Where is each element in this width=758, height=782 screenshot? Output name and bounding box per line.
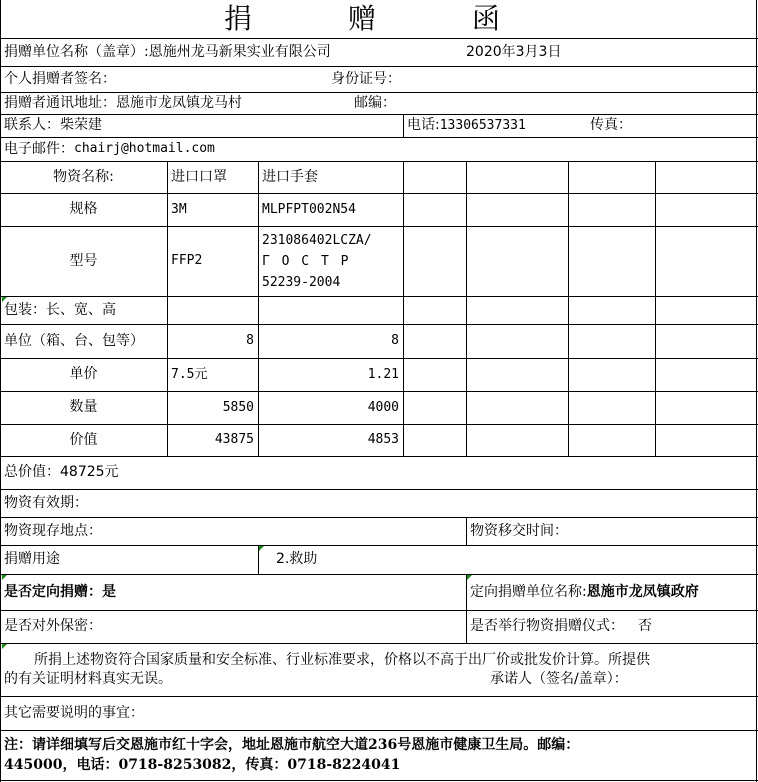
donor-unit-name: 恩施州龙马新果实业有限公司 — [148, 43, 331, 60]
other-notes-field[interactable]: 其它需要说明的事宜： — [4, 704, 144, 721]
divider — [403, 161, 404, 456]
item2-name[interactable]: 进口手套 — [262, 168, 318, 185]
total-value: 48725元 — [60, 464, 119, 481]
donor-unit-label: 捐赠单位名称（盖章）: — [4, 43, 149, 60]
item1-value[interactable]: 43875 — [214, 432, 254, 448]
directed-unit-label: 定向捐赠单位名称: — [470, 583, 587, 600]
total-value-label: 总价值： — [4, 464, 60, 481]
contact-label: 联系人： — [4, 117, 60, 134]
row-label-unit-price: 单价 — [69, 366, 98, 383]
address-row[interactable] — [0, 92, 350, 114]
donation-date[interactable]: 2020年3月3日 — [466, 43, 562, 60]
item2-model[interactable] — [258, 226, 403, 296]
item2-value[interactable]: 4853 — [367, 432, 399, 448]
validity-field[interactable]: 物资有效期： — [4, 494, 88, 511]
directed-unit-row[interactable] — [466, 574, 756, 610]
id-number-field[interactable]: 身份证号： — [331, 70, 401, 87]
phone-value: 13306537331 — [439, 117, 526, 133]
item1-unit-price[interactable]: 7.5元 — [171, 366, 208, 382]
row-label-spec: 规格 — [69, 201, 98, 218]
pledge-signer[interactable]: 承诺人（签名/盖章）： — [490, 670, 628, 687]
handover-time-field[interactable]: 物资移交时间： — [470, 522, 568, 539]
phone-row[interactable] — [403, 114, 583, 137]
item1-spec[interactable]: 3M — [171, 201, 187, 217]
divider — [0, 780, 758, 781]
pledge-line — [4, 670, 628, 689]
phone-label: 电话: — [407, 117, 440, 134]
row-label-value: 价值 — [69, 431, 98, 448]
pledge-line: 所捐上述物资符合国家质量和安全标准、行业标准要求，价格以不高于出厂价或批发价计算。所提供 — [34, 651, 650, 668]
individual-sign-field[interactable]: 个人捐赠者签名： — [4, 70, 116, 87]
contact-row[interactable] — [0, 114, 403, 137]
email-label: 电子邮件： — [4, 140, 74, 157]
item1-name[interactable]: 进口口罩 — [171, 168, 227, 185]
purpose-value[interactable]: 2.救助 — [276, 551, 318, 568]
row-label-unit: 单位（箱、台、包等） — [4, 332, 144, 349]
address-value: 恩施市龙凤镇龙马村 — [116, 94, 242, 111]
pledge-statement — [0, 643, 756, 696]
ceremony-row[interactable] — [466, 610, 756, 643]
email-value: chairj@hotmail.com — [74, 141, 215, 157]
directed-donation[interactable]: 是否定向捐赠：是 — [4, 583, 116, 600]
row-label-quantity: 数量 — [69, 399, 98, 416]
ceremony-value: 否 — [638, 618, 652, 635]
row-label-name: 物资名称: — [53, 168, 114, 185]
contact-value: 柴荣建 — [60, 117, 102, 134]
item2-unit[interactable]: 8 — [391, 333, 399, 349]
divider — [568, 161, 569, 456]
total-value-row — [0, 456, 756, 489]
item2-quantity[interactable]: 4000 — [367, 399, 399, 415]
donor-unit-row[interactable] — [0, 38, 460, 66]
item1-quantity[interactable]: 5850 — [222, 399, 254, 415]
location-field[interactable]: 物资现存地点： — [4, 522, 102, 539]
footer-note — [0, 730, 756, 780]
postcode-field[interactable]: 邮编： — [354, 94, 396, 111]
item2-model-line: Г О С Т Р — [262, 253, 351, 269]
directed-unit-name: 恩施市龙凤镇政府 — [586, 583, 699, 600]
item2-model-line: 52239-2004 — [262, 274, 341, 290]
item2-spec[interactable]: MLPFPT002N54 — [262, 201, 356, 217]
email-row[interactable] — [0, 137, 756, 161]
pledge-line-text: 的有关证明材料真实无误。 — [4, 670, 172, 687]
item2-unit-price[interactable]: 1.21 — [367, 366, 399, 382]
address-label: 捐赠者通讯地址： — [4, 94, 116, 111]
row-label-model: 型号 — [69, 252, 98, 269]
item2-model-line: 231086402LCZA/ — [262, 232, 372, 248]
footer-note-line: 445000，电话：0718-8253082，传真：0718-8224041 — [4, 757, 401, 773]
page-title: 捐 赠 函 — [223, 2, 534, 36]
confidential-field[interactable]: 是否对外保密： — [4, 618, 102, 635]
divider — [466, 161, 467, 456]
item1-model[interactable]: FFP2 — [171, 253, 203, 269]
divider — [655, 161, 656, 456]
fax-field[interactable]: 传真： — [590, 117, 632, 134]
purpose-label: 捐赠用途 — [4, 551, 60, 568]
footer-note-line: 注：请详细填写后交恩施市红十字会，地址恩施市航空大道236号恩施市健康卫生局。邮编： — [4, 737, 580, 753]
item1-unit[interactable]: 8 — [246, 333, 254, 349]
item1-packaging[interactable] — [167, 296, 258, 324]
row-label-packaging: 包装：长、宽、高 — [4, 301, 116, 318]
ceremony-label: 是否举行物资捐赠仪式： — [470, 618, 624, 635]
item2-packaging[interactable] — [258, 296, 403, 324]
